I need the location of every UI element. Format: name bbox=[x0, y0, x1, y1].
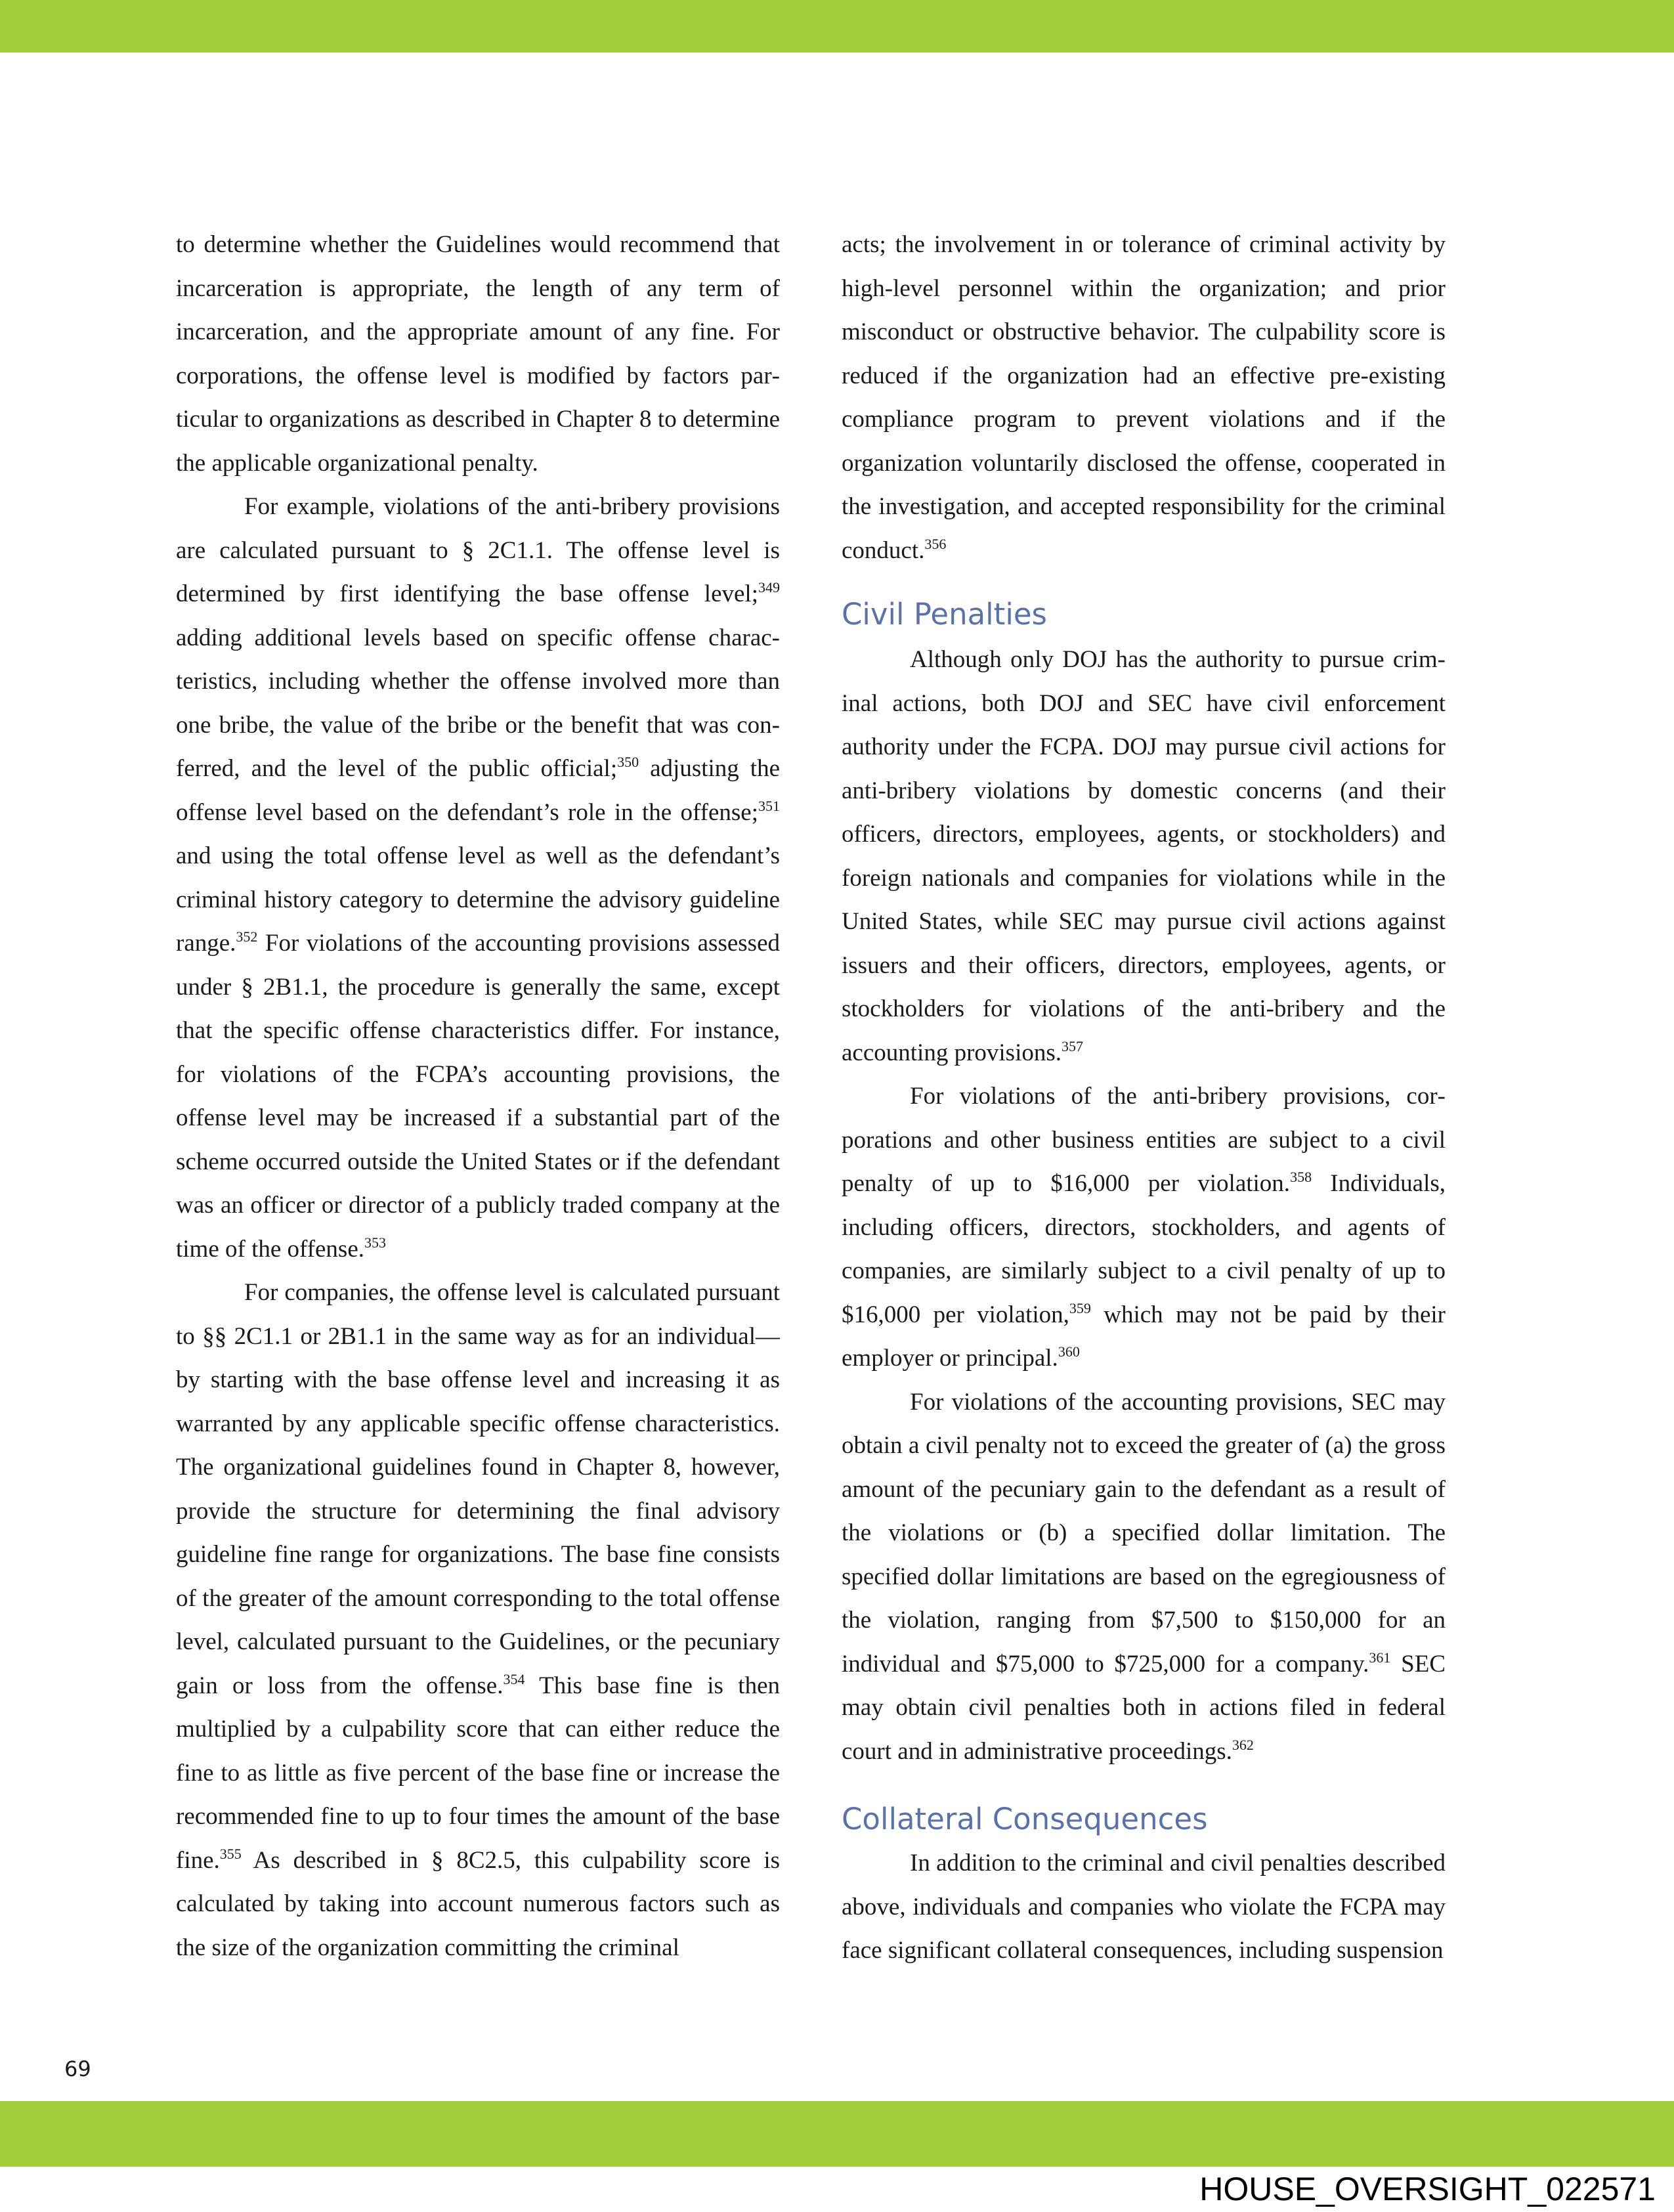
footnote-ref[interactable]: 359 bbox=[1069, 1299, 1091, 1316]
footnote-ref[interactable]: 357 bbox=[1062, 1037, 1084, 1054]
header-accent-band bbox=[0, 0, 1674, 53]
paragraph-anti-bribery-calculation: For example, violations of the anti-bribery provisions are calculated pursuant to § 2C1.1. The offense level is determined by first identifying the base offense level;$^{349}$ adding additional levels based on specific offense characteristics, including whether the offense involved more than one bribe, the value of the bribe or the benefit that was conferred, and the level of the public official;$^{350}$ adjusting the offense level based on the defendant’s role in the offense;$^{351}$ and using the total offense level as well as the defendant’s criminal history category to determine the advisory guideline range.$^{352}$ For violations of the accounting provisions assessed under § 2B1.1, the procedure is generally the same, except that the specific offense characteristics differ. For instance, for violations of the FCPA’s accounting provisions, the offense level may be increased if a substantial part of the scheme occurred outside the United States or if the defendant was an officer or director of a publicly traded company at the time of the offense.$^{353}$ bbox=[176, 493, 780, 1263]
footer-accent-band bbox=[0, 2101, 1674, 2167]
footnote-ref[interactable]: 350 bbox=[617, 754, 639, 770]
paragraph-civil-authority: Although only DOJ has the authority to pursue criminal actions, both DOJ and SEC have civil enforcement authority under the FCPA. DOJ may pursue civil actions for anti-bribery violations by domestic concerns (and their officers, directors, employees, agents, or stockholders) and foreign nationals and companies for violations while in the United States, while SEC may pursue civil actions against issuers and their officers, directors, employees, agents, or stockholders for violations of the anti-bribery and the accounting provisions.$^{357}$ bbox=[842, 646, 1446, 1066]
paragraph-guidelines-continuation: to determine whether the Guidelines would recommend that incarceration is appropriate, the length of any term of incarceration, and the appropriate amount of any fine. For corporations, the offense level is modified by factors particular to organizations as described in Chapter 8 to determine the applicable organizational penalty. bbox=[176, 231, 780, 477]
footnote-ref[interactable]: 352 bbox=[236, 928, 258, 945]
right-text-column bbox=[842, 223, 1446, 1973]
paragraph-culpability-continuation: acts; the involvement in or tolerance of criminal activity by high-level personnel within the organization; and prior misconduct or obstructive behavior. The culpability score is reduced if the organization had an effective pre-existing compliance program to prevent violations and if the organization voluntarily disclosed the offense, cooperated in the investigation, and accepted responsibility for the criminal conduct.$^{356}$ bbox=[842, 231, 1446, 564]
footnote-ref[interactable]: 358 bbox=[1290, 1169, 1312, 1185]
paragraph-companies-offense-level: For companies, the offense level is calculated pursuant to §§ 2C1.1 or 2B1.1 in the same way as for an individual—by starting with the base offense level and increasing it as warranted by any applicable specific offense characteristics. The organizational guidelines found in Chapter 8, however, provide the structure for determining the final advisory guideline fine range for organizations. The base fine consists of the greater of the amount corresponding to the total offense level, calculated pursuant to the Guidelines, or the pecuniary gain or loss from the offense.$^{354}$ This base fine is then multiplied by a culpability score that can either reduce the fine to as little as five percent of the base fine or increase the recommended fine to up to four times the amount of the base fine.$^{355}$ As described in § 8C2.5, this culpability score is calculated by taking into account numerous factors such as the size of the organization committing the criminal bbox=[176, 1279, 780, 1961]
footnote-ref[interactable]: 362 bbox=[1232, 1736, 1254, 1753]
footnote-ref[interactable]: 356 bbox=[924, 535, 947, 552]
section-heading-collateral-consequences: Collateral Consequences bbox=[842, 1802, 1208, 1836]
footnote-ref[interactable]: 354 bbox=[503, 1670, 525, 1687]
footnote-ref[interactable]: 349 bbox=[758, 579, 780, 596]
paragraph-accounting-civil-penalty: For violations of the accounting provisions, SEC may obtain a civil penalty not to exceed the greater of (a) the gross amount of the pecuniary gain to the defendant as a result of the violations or (b) a specified dollar limitation. The specified dollar limitations are based on the egregiousness of the violation, ranging from $7,500 to $150,000 for an individual and $75,000 to $725,000 for a company.$^{361}$ SEC may obtain civil penalties both in actions filed in federal court and in administrative proceedings.$^{362}$ bbox=[842, 1388, 1446, 1765]
paragraph-collateral-consequences: In addition to the criminal and civil penalties described above, individuals and companies who violate the FCPA may face significant collateral consequences, including suspension bbox=[842, 1850, 1446, 1964]
footnote-ref[interactable]: 361 bbox=[1369, 1649, 1391, 1666]
left-text-column bbox=[176, 223, 780, 1970]
footnote-ref[interactable]: 351 bbox=[758, 797, 780, 814]
footnote-ref[interactable]: 360 bbox=[1058, 1343, 1080, 1360]
footnote-ref[interactable]: 353 bbox=[364, 1234, 387, 1251]
footnote-ref[interactable]: 355 bbox=[219, 1845, 242, 1862]
page-number: 69 bbox=[64, 2056, 91, 2081]
section-heading-civil-penalties: Civil Penalties bbox=[842, 597, 1047, 632]
bates-stamp: HOUSE_OVERSIGHT_022571 bbox=[1199, 2171, 1656, 2207]
paragraph-anti-bribery-civil-penalty: For violations of the anti-bribery provisions, corporations and other business entities are subject to a civil penalty of up to $16,000 per violation.$^{358}$ Individuals, including officers, directors, stockholders, and agents of companies, are similarly subject to a civil penalty of up to $16,000 per violation,$^{359}$ which may not be paid by their employer or principal.$^{360}$ bbox=[842, 1083, 1446, 1372]
